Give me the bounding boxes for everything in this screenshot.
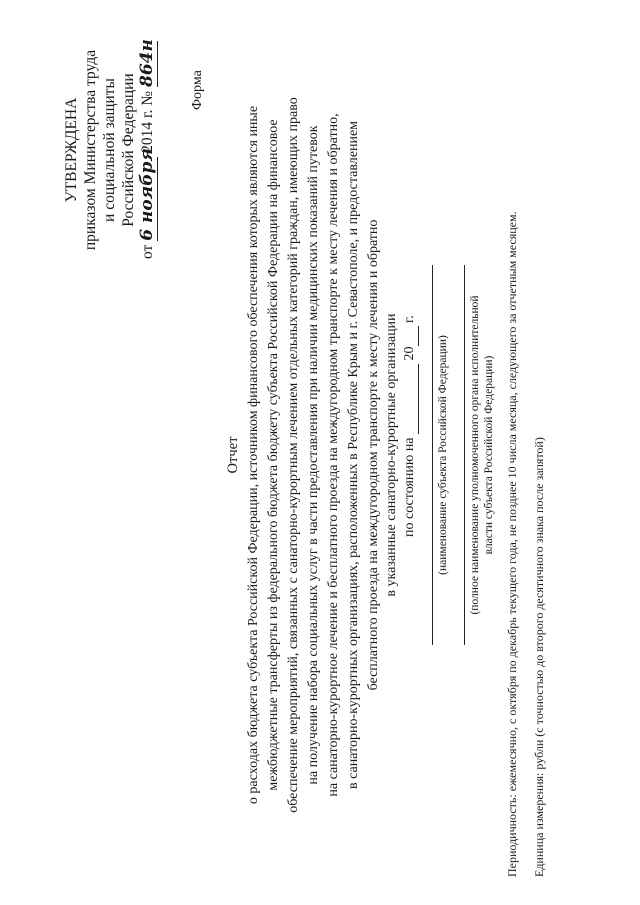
as-of-suffix: г. [402, 315, 417, 323]
report-line-5: на санаторно-курортное лечение и бесплатного проезда на междугородном транспорте к месту лечения и обратно, [326, 113, 341, 797]
approval-line-1: приказом Министерства труда [82, 49, 99, 251]
report-line-3: обеспечение мероприятий, связанных с санаторно-курортным лечением отдельных категорий граждан, имеющих право [286, 97, 301, 813]
report-line-8: в указанные санаторно-курортные организации [384, 313, 399, 597]
approval-heading: УТВЕРЖДЕНА [63, 97, 80, 203]
as-of-date-line [402, 315, 419, 537]
authority-caption-line-1: (полное наименование уполномоченного органа исполнительной [469, 295, 481, 615]
report-line-4: на получение набора социальных услуг в части предоставления при наличии медицинских показаний путевок [306, 125, 321, 785]
approval-number-handwritten: 864н [137, 39, 157, 88]
periodicity-note: Периодичность: ежемесячно, с октября по декабрь текущего года, не позднее 10 числа месяца, следующего за отчетным месяцем. [505, 211, 519, 877]
approval-date-suffix: 2014 г. № [139, 90, 156, 153]
authority-caption-line-2: власти субъекта Российской Федерации) [483, 355, 495, 555]
approval-line-2: и социальной защиты [101, 78, 118, 222]
approval-block [62, 25, 158, 275]
approval-date-handwritten: 6 ноября [137, 148, 157, 241]
approval-date-prefix: от [139, 244, 156, 259]
report-line-2: межбюджетные трансферты из федерального бюджета бюджету субъекта Российской Федерации на финансовое [266, 119, 281, 791]
report-line-6: в санаторно-курортных организациях, расположенных в Республике Крым и г. Севастополе, и предоставлением [346, 120, 361, 790]
units-note: Единица измерения: рубли (с точностью до второго десятичного знака после запятой) [532, 437, 546, 877]
as-of-year-prefix: 20 [402, 346, 417, 361]
report-line-1: о расходах бюджета субъекта Российской Федерации, источником финансового обеспечения которых являются иные [246, 105, 261, 805]
approval-line-3: Российской Федерации [120, 73, 137, 227]
form-label: Форма [190, 70, 205, 110]
as-of-prefix: по состоянию на [402, 437, 417, 537]
report-title: Отчет [225, 436, 241, 474]
as-of-day-field [402, 364, 419, 434]
as-of-year-field [402, 326, 419, 346]
approval-date-line [138, 25, 158, 275]
report-line-7: бесплатного проезда на междугородном транспорте к месту лечения и обратно [366, 219, 381, 691]
subject-name-field-line [432, 265, 433, 645]
subject-name-caption: (наименование субъекта Российской Федерации) [437, 335, 449, 575]
authority-name-field-line [464, 265, 465, 645]
